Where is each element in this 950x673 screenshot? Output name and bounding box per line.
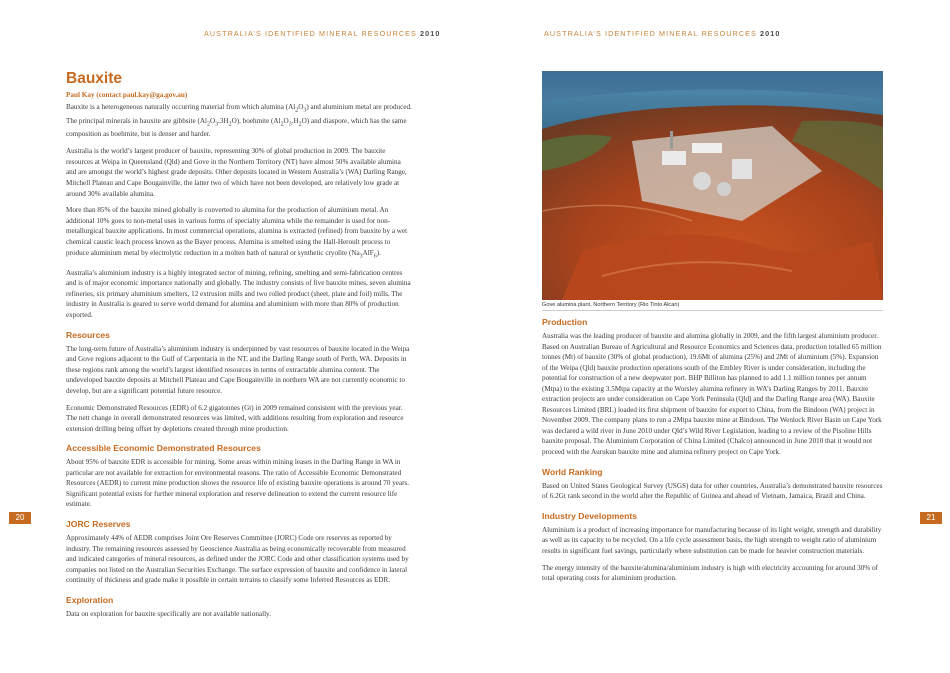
resources-paragraph-2: Economic Demonstrated Resources (EDR) of 6.2 gigatonnes (Gt) in 2009 remained consistent with the previous year. The nett change in overall demonstrated resources was limited, with additions resulting from exploration and resource extension drilling being offset by depletions created through mine production. [66, 403, 404, 433]
left-column [66, 70, 412, 626]
running-header-right: AUSTRALIA’S IDENTIFIED MINERAL RESOURCES 2010 [544, 29, 781, 38]
exploration-heading: Exploration [66, 594, 114, 605]
page-number-right: 21 [920, 512, 942, 524]
plant-aerial-photo-image [542, 71, 883, 300]
exploration-paragraph: Data on exploration for bauxite specifically are not available nationally. [66, 609, 271, 618]
plant-aerial-photo [542, 71, 883, 300]
resources-heading: Resources [66, 329, 110, 340]
aedr-paragraph: About 95% of bauxite EDR is accessible for mining. Some areas within mining leases in the Darling Range in WA in particular are not available for extraction for environmental reasons. The ratio of Accessible Economic Demonstrated Resources (AEDR) to current mine production shows the resource life of existing bauxite operations is around 70 years. Significant potential exists for further mineral exploration and reserve delineation to extend the current resource life estimate. [66, 458, 410, 509]
production-heading: Production [542, 317, 588, 327]
ranking-heading: World Ranking [542, 466, 603, 477]
jorc-heading: JORC Reserves [66, 518, 131, 529]
industry-paragraph-1: Aluminium is a product of increasing importance for manufacturing because of its light weight, strength and durability as well as its capacity to be recycled. On a life cycle assessment basis, the high strength to weight ratio of aluminium results in significant fuel savings, particularly where substitution can be made for heavier construction materials. [542, 525, 882, 555]
jorc-paragraph: Approximately 44% of AEDR comprises Joint Ore Reserves Committee (JORC) Code ore reserves as reported by industry. The remaining resources assessed by Geoscience Australia as being economically recoverable from measured and indicated categories of mineral resources, as defined under the JORC Code and other classification systems used by companies not listed on the Australian Securities Exchange. The surface expression of bauxite and confidence in lateral continuity of thickness and grade make it possible in certain terrains to classify some Inferred Resources as EDR. [66, 533, 409, 585]
article-title: Bauxite [66, 70, 122, 87]
industry-paragraph-2: The energy intensity of the bauxite/alumina/aluminium industry is high with electricity accounting for around 30% of total operating costs for aluminium production. [542, 563, 878, 583]
intro-paragraph-2: Australia is the world’s largest producer of bauxite, representing 30% of global production in 2009. The bauxite resources at Weipa in Queensland (Qld) and Gove in the Northern Territory (NT) have almost 50% available alumina and are amongst the world’s highest grade deposits. Other deposits located in Western Australia’s (WA) Darling Range, Mitchell Plateau and Cape Bougainville, the latter two of which have not been developed, are relatively low grade at around 30% available alumina. [66, 147, 407, 198]
right-column [542, 314, 884, 590]
intro-paragraph-4: Australia’s aluminium industry is a highly integrated sector of mining, refining, smelting and semi-fabrication centres and is of major economic importance nationally and globally. The industry consists of five bauxite mines, seven alumina refineries, six primary aluminium smelters, 12 extrusion mills and two rolled product (sheet, plate and foil) mills. The industry in Australia is geared to serve world demand for alumina and aluminium with more than 80% of production exported. [66, 268, 411, 319]
intro-paragraph-1: Bauxite is a heterogeneous naturally occurring material from which alumina $(Al_2O_3)$ and aluminium metal are produced. The principal minerals in bauxite are gibbsite $(Al_2O_3.3H_2O)$, boehmite $(Al_2O_3.H_2O)$ and diaspore, which has the same composition as boehmite, but is denser and harder. [66, 102, 412, 139]
running-header-left: AUSTRALIA’S IDENTIFIED MINERAL RESOURCES 2010 [204, 29, 441, 38]
production-paragraph: Australia was the leading producer of bauxite and alumina globally in 2009, and the fifth largest aluminium producer. Based on Australian Bureau of Agricultural and Resource Economics and Sciences data, production totalled 65 million tonnes (Mt) of bauxite (30% of global production), 19.6Mt of alumina (25%) and 2Mt of aluminium (5%). Expansion of the Weipa (Qld) bauxite production operations south of the Embley River is under consideration, including the potential for construction of a new deepwater port. BHP Billiton has planned to add 1.1 million tonnes per annum (Mtpa) to the existing 3.5Mtpa capacity at the Worsley alumina refinery in WA’s Darling Ranges by 2011. Bauxite extraction projects are under consideration on Cape York Peninsula (Qld) and the Darling Range area (WA). Bauxite Resources Limited (BRL) loaded its first shipment of bauxite for export to China, from the Bindoon (WA) project in November 2009. The company plans to run a 2Mtpa bauxite mine at Bindoon. The Wenlock River Basin on Cape York was declared a wild river in June 2010 under Qld’s Wild River Legislation, leading to a review of the Pisoline Hills bauxite proposal. The Aluminium Corporation of China Limited (Chalco) announced in June 2010 that it would not proceed with the Aurukun bauxite mine and alumina refinery project on Cape York. [542, 332, 882, 457]
ranking-paragraph: Based on United States Geological Survey (USGS) data for other countries, Australia’s demonstrated bauxite resources of 6.2Gt rank second in the world after the Republic of Guinea and ahead of Vietnam, Jamaica, Brazil and China. [542, 481, 883, 501]
resources-paragraph-1: The long-term future of Australia’s aluminium industry is underpinned by vast resources of bauxite located in the Weipa and Gove regions adjacent to the Gulf of Carpentaria in the NT, and the Darling Range south of Perth, WA. Deposits in these regions rank among the world’s largest identified resources in terms of extractable alumina content. The undeveloped bauxite deposits at Mitchell Plateau and Cape Bougainville in northern WA are not currently economic to develop, but are a significant potential future resource. [66, 344, 410, 395]
article-author: Paul Kay (contact paul.kay@ga.gov.au) [66, 91, 188, 99]
industry-heading: Industry Developments [542, 510, 638, 521]
intro-paragraph-3: More than 85% of the bauxite mined globally is converted to alumina for the production of aluminium metal. An additional 10% goes to non-metal uses in various forms of specialty alumina while the remainder is used for non-metallurgical bauxite applications. In most commercial operations, alumina is extracted (refined) from bauxite by a wet chemical caustic leach process known as the Bayer process. Alumina is smelted using the Hall-Heroult process to produce aluminium metal by electrolytic reduction in a molten bath of natural or synthetic cryolite $(Na_3AlF_6)$. [66, 206, 408, 259]
page-number-left: 20 [9, 512, 31, 524]
photo-caption: Gove alumina plant, Northern Territory (Rio Tinto Alcan) [542, 300, 883, 311]
aedr-heading: Accessible Economic Demonstrated Resources [66, 443, 261, 454]
